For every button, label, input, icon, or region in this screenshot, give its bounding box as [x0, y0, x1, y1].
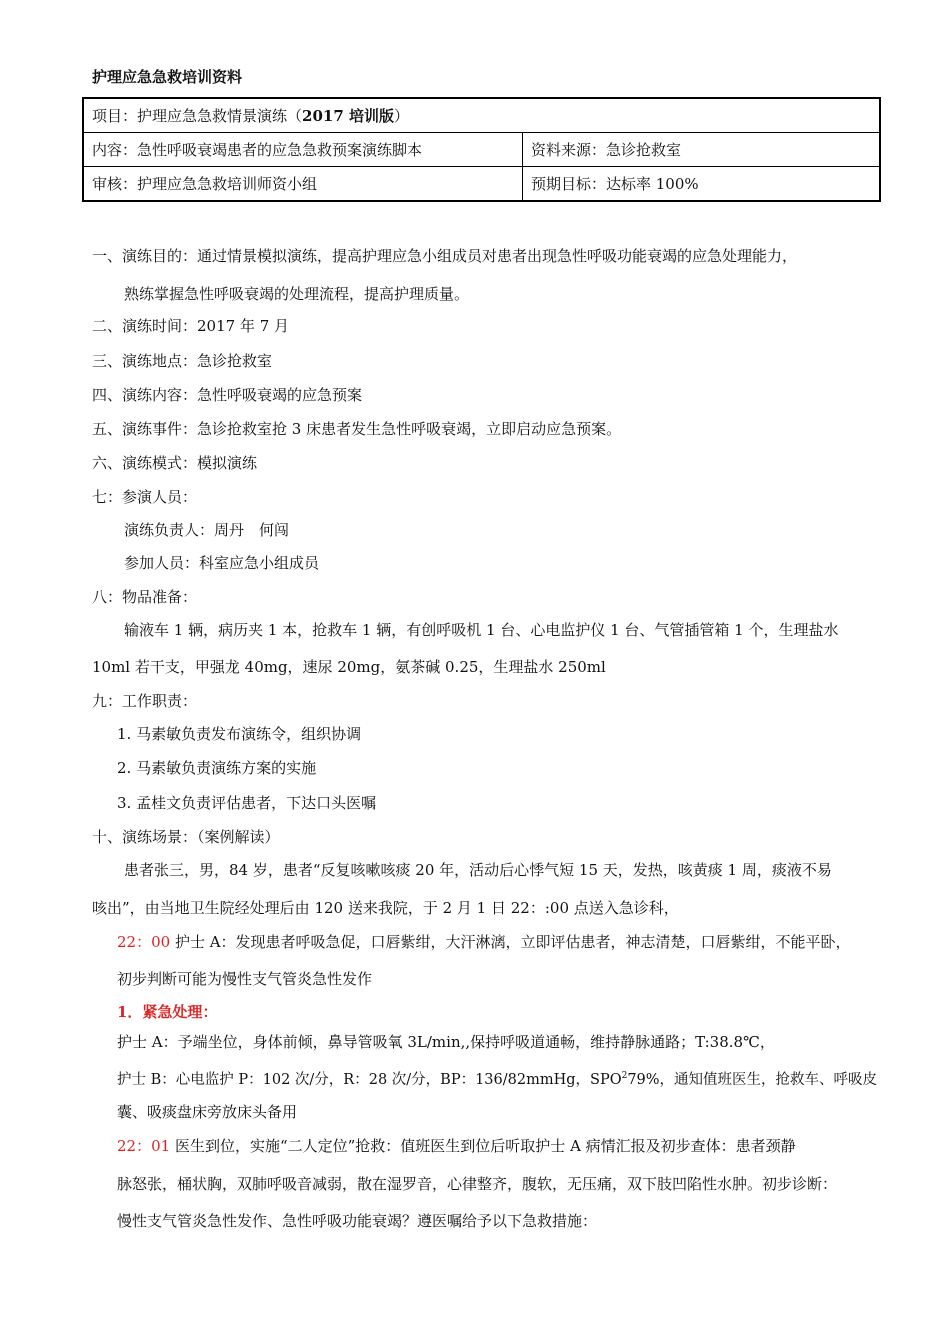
nurse-b-actions-cont: 囊、吸痰盘床旁放床头备用	[117, 1103, 298, 1121]
duty-item: 2. 马素敏负责演练方案的实施	[117, 759, 317, 777]
table-row	[83, 98, 880, 133]
nurse-a-actions: 护士 A：予端坐位，身体前倾，鼻导管吸氧 3L/min,,保持呼吸道通畅，维持静脉通路；T:38.8℃，	[117, 1033, 775, 1051]
timeline-entry-2-cont: 脉怒张，桶状胸，双肺呼吸音减弱，散在湿罗音，心律整齐，腹软，无压痛，双下肢凹陷性水肿。初步诊断：	[117, 1175, 838, 1193]
timeline-entry-2-cont2: 慢性支气管炎急性发作、急性呼吸功能衰竭？遵医嘱给予以下急救措施：	[117, 1212, 598, 1230]
time-stamp: 22：01	[117, 1137, 171, 1155]
duty-item: 1. 马素敏负责发布演练令，组织协调	[117, 725, 362, 743]
section-participants: 七：参演人员：	[92, 488, 198, 506]
timeline-entry-2	[117, 1136, 796, 1156]
materials-list: 输液车 1 辆，病历夹 1 本，抢救车 1 辆，有创呼吸机 1 台、心电监护仪 1 台、气管插管箱 1 个，生理盐水	[124, 621, 839, 639]
section-materials: 八：物品准备：	[92, 588, 198, 606]
content-cell: 内容：急性呼吸衰竭患者的应急急救预案演练脚本	[83, 133, 523, 167]
timeline-text: 医生到位，实施“二人定位”抢救：值班医生到位后听取护士 A 病情汇报及初步查体：患者颈静	[170, 1137, 796, 1155]
scenario-case-cont: 咳出”，由当地卫生院经处理后由 120 送来我院，于 2 月 1 日 22：:00 点送入急诊科，	[92, 899, 679, 917]
section-location: 三、演练地点：急诊抢救室	[92, 352, 273, 370]
section-duties: 九：工作职责：	[92, 692, 198, 710]
section-content: 四、演练内容：急性呼吸衰竭的应急预案	[92, 386, 363, 404]
section-event: 五、演练事件：急诊抢救室抢 3 床患者发生急性呼吸衰竭，立即启动应急预案。	[92, 420, 622, 438]
section-purpose: 一、演练目的：通过情景模拟演练，提高护理应急小组成员对患者出现急性呼吸功能衰竭的应急处理能力，	[92, 247, 798, 265]
timeline-text: 护士 A：发现患者呼吸急促，口唇紫绀，大汗淋漓，立即评估患者，神志清楚，口唇紫绀，不能平卧，	[170, 933, 851, 951]
source-cell: 资料来源：急诊抢救室	[523, 133, 881, 167]
section-scenario: 十、演练场景：（案例解读）	[92, 828, 280, 846]
project-cell: 项目：护理应急急救情景演练（2017 培训版）	[83, 98, 880, 133]
emergency-heading: 1．紧急处理：	[117, 1003, 218, 1021]
time-stamp: 22：00	[117, 933, 171, 951]
section-mode: 六、演练模式：模拟演练	[92, 454, 258, 472]
target-cell: 预期目标：达标率 100%	[523, 167, 881, 202]
review-cell: 审核：护理应急急救培训师资小组	[83, 167, 523, 202]
materials-list-cont: 10ml 若干支，甲强龙 40mg，速尿 20mg，氨茶碱 0.25，生理盐水 250ml	[92, 658, 606, 676]
timeline-entry-1	[117, 932, 851, 952]
page-title: 护理应急急救培训资料	[92, 68, 243, 86]
table-row	[83, 133, 880, 167]
participants-members: 参加人员：科室应急小组成员	[124, 554, 320, 572]
section-time: 二、演练时间：2017 年 7 月	[92, 317, 290, 335]
duty-item: 3. 孟桂文负责评估患者，下达口头医嘱	[117, 794, 377, 812]
section-purpose-cont: 熟练掌握急性呼吸衰竭的处理流程，提高护理质量。	[124, 285, 470, 303]
participants-lead: 演练负责人：周丹 何闯	[124, 521, 290, 539]
table-row	[83, 167, 880, 202]
info-table	[82, 97, 881, 202]
nurse-b-actions: 护士 B：心电监护 P：102 次/分，R：28 次/分，BP：136/82mmHg，SPO$^2$79%，通知值班医生，抢救车、呼吸皮	[117, 1071, 878, 1088]
timeline-entry-1-cont: 初步判断可能为慢性支气管炎急性发作	[117, 970, 373, 988]
scenario-case: 患者张三，男，84 岁，患者“反复咳嗽咳痰 20 年，活动后心悸气短 15 天，发热，咳黄痰 1 周，痰液不易	[124, 861, 832, 879]
